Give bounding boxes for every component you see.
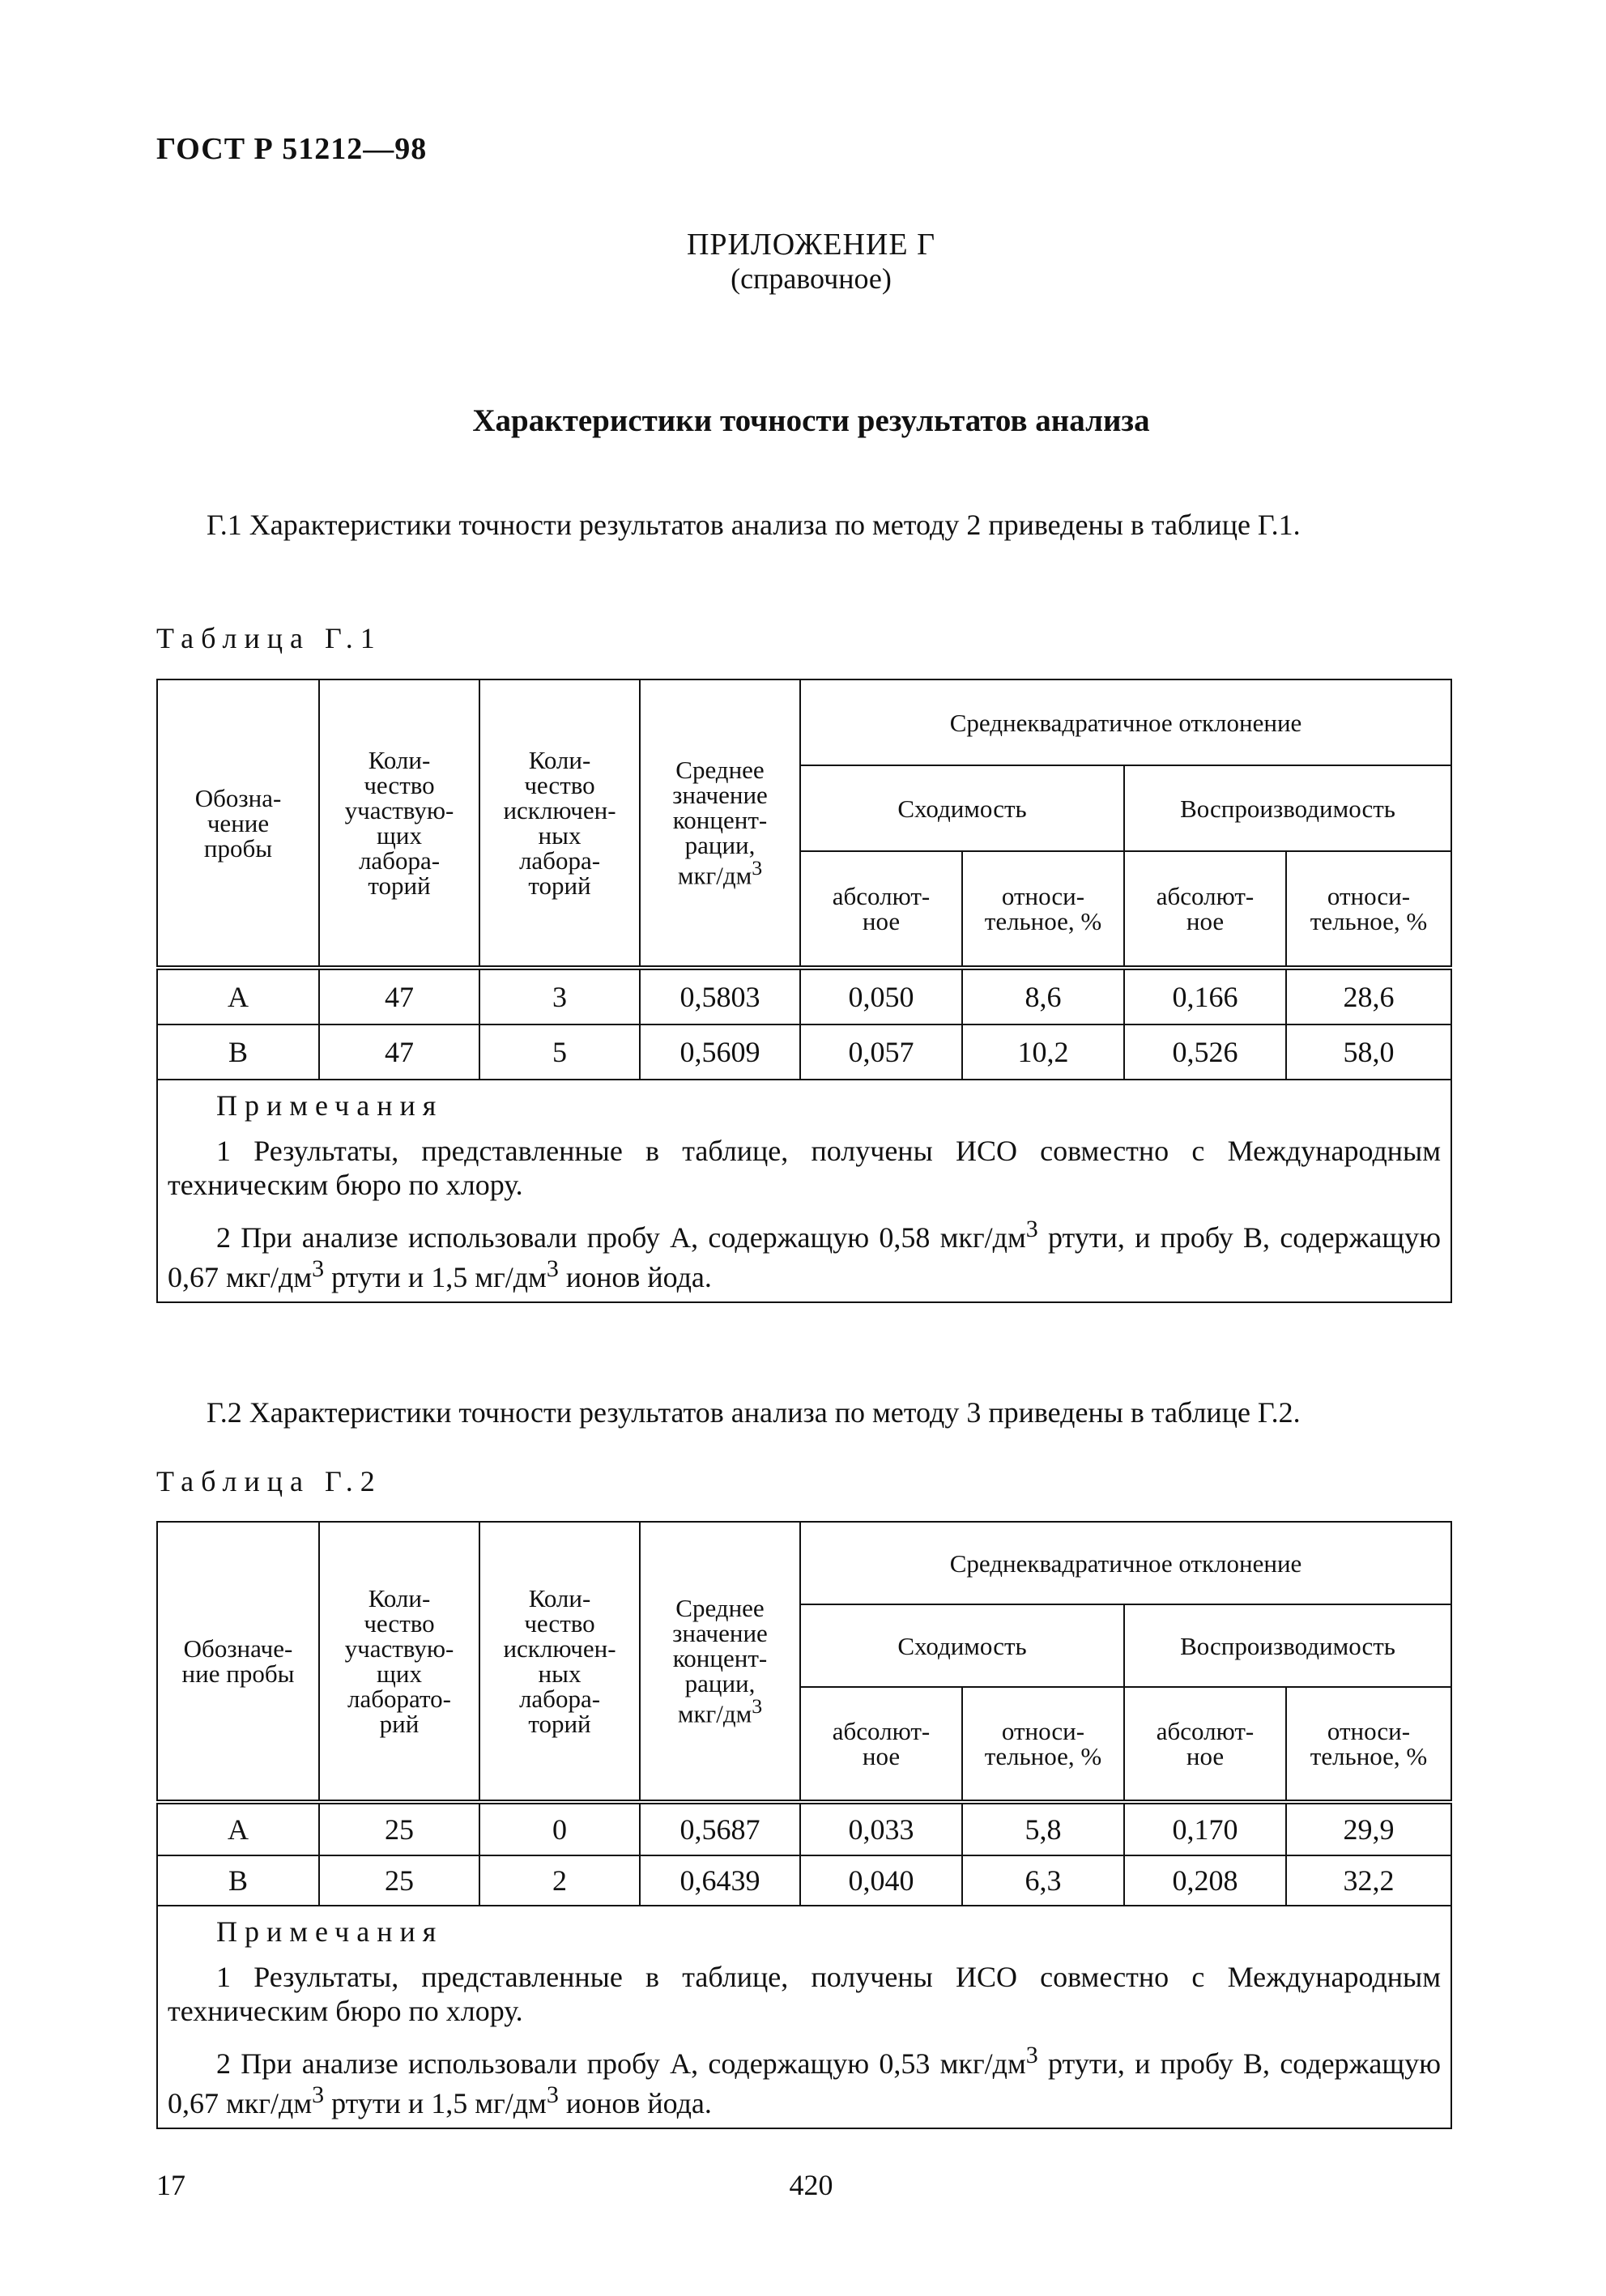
cell: 6,3 (962, 1855, 1124, 1906)
header-relative: относи- тельное, % (962, 851, 1124, 968)
cell: 29,9 (1286, 1802, 1451, 1855)
header-std-deviation: Среднеквадратичное отклонение (800, 1522, 1451, 1604)
cell: А (157, 968, 319, 1024)
cell: 5 (479, 1024, 640, 1080)
cell: 0,040 (800, 1855, 962, 1906)
cell: 0,057 (800, 1024, 962, 1080)
header-absolute: абсолют- ное (800, 851, 962, 968)
header-absolute: абсолют- ное (1124, 1687, 1286, 1802)
section-title: Характеристики точности результатов анализа (472, 403, 1150, 438)
table-caption-g1: Таблица Г.1 (156, 622, 382, 654)
header-participating-labs: Коли- чество участвую- щих лабора- торий (319, 679, 479, 968)
cell: 0,6439 (640, 1855, 800, 1906)
table-g1 (156, 679, 1452, 1303)
cell: А (157, 1802, 319, 1855)
table-row (157, 968, 1451, 1024)
cell: 2 (479, 1855, 640, 1906)
table-caption-g2: Таблица Г.2 (156, 1465, 382, 1497)
header-excluded-labs: Коли- чество исключен- ных лабора- торий (479, 1522, 640, 1802)
cell: 8,6 (962, 968, 1124, 1024)
cell: 0,5687 (640, 1802, 800, 1855)
annex-subtitle: (справочное) (731, 262, 892, 295)
header-relative: относи- тельное, % (1286, 1687, 1451, 1802)
notes-heading: Примечания (216, 1915, 444, 1948)
note-2: 2 При анализе использовали пробу А, содержащую 0,58 мкг/$дм^3$ ртути, и пробу В, содержащую 0,67 мкг/$дм^3$ ртути и 1,5 $мг/дм^3$ ионов йода. (168, 1216, 1442, 1294)
header-repeatability: Сходимость (800, 765, 1124, 851)
table-g2 (156, 1521, 1452, 2129)
table-notes (157, 1080, 1451, 1302)
table-row (157, 1802, 1451, 1855)
cell: 28,6 (1286, 968, 1451, 1024)
paragraph-g1: Г.1 Характеристики точности результатов анализа по методу 2 приведены в таблице Г.1. (207, 509, 1301, 541)
cell: 5,8 (962, 1802, 1124, 1855)
table-row (157, 1855, 1451, 1906)
cell: 0 (479, 1802, 640, 1855)
cell: 0,166 (1124, 968, 1286, 1024)
header-std-deviation: Среднеквадратичное отклонение (800, 679, 1451, 765)
cell: В (157, 1855, 319, 1906)
note-2: 2 При анализе использовали пробу А, содержащую 0,53 мкг/$дм^3$ ртути, и пробу В, содержащую 0,67 мкг/$дм^3$ ртути и 1,5 $мг/дм^3$ ионов йода. (168, 2042, 1442, 2120)
cell: 3 (479, 968, 640, 1024)
cell: 0,208 (1124, 1855, 1286, 1906)
notes-heading: Примечания (216, 1089, 444, 1122)
cell: 25 (319, 1855, 479, 1906)
header-absolute: абсолют- ное (1124, 851, 1286, 968)
header-absolute: абсолют- ное (800, 1687, 962, 1802)
header-relative: относи- тельное, % (1286, 851, 1451, 968)
cell: 47 (319, 1024, 479, 1080)
cell: 32,2 (1286, 1855, 1451, 1906)
header-mean-concentration: Среднее значение концент- рации, мкг/$дм^3$ (640, 679, 800, 968)
cell: 0,526 (1124, 1024, 1286, 1080)
cell: 0,033 (800, 1802, 962, 1855)
header-sample: Обозначе- ние пробы (157, 1522, 319, 1802)
page-number-center: 420 (789, 2169, 833, 2201)
header-excluded-labs: Коли- чество исключен- ных лабора- торий (479, 679, 640, 968)
table-notes (157, 1906, 1451, 2128)
cell: 58,0 (1286, 1024, 1451, 1080)
note-1: 1 Результаты, представленные в таблице, получены ИСО совместно с Международным техническим бюро по хлору. (168, 1961, 1442, 2028)
header-participating-labs: Коли- чество участвую- щих лаборато- рий (319, 1522, 479, 1802)
cell: 47 (319, 968, 479, 1024)
cell: 25 (319, 1802, 479, 1855)
page-number-left: 17 (156, 2169, 185, 2201)
cell: 0,050 (800, 968, 962, 1024)
cell: 0,5803 (640, 968, 800, 1024)
header-relative: относи- тельное, % (962, 1687, 1124, 1802)
table-row (157, 1024, 1451, 1080)
cell: 10,2 (962, 1024, 1124, 1080)
header-reproducibility: Воспроизводимость (1124, 765, 1451, 851)
annex-title: ПРИЛОЖЕНИЕ Г (686, 228, 936, 262)
header-repeatability: Сходимость (800, 1604, 1124, 1687)
header-sample: Обозна- чение пробы (157, 679, 319, 968)
header-mean-concentration: Среднее значение концент- рации, мкг/$дм^3$ (640, 1522, 800, 1802)
cell: 0,5609 (640, 1024, 800, 1080)
header-reproducibility: Воспроизводимость (1124, 1604, 1451, 1687)
paragraph-g2: Г.2 Характеристики точности результатов анализа по методу 3 приведены в таблице Г.2. (207, 1396, 1301, 1429)
cell: В (157, 1024, 319, 1080)
cell: 0,170 (1124, 1802, 1286, 1855)
note-1: 1 Результаты, представленные в таблице, получены ИСО совместно с Международным техническим бюро по хлору. (168, 1135, 1442, 1202)
document-code: ГОСТ Р 51212—98 (156, 132, 428, 166)
